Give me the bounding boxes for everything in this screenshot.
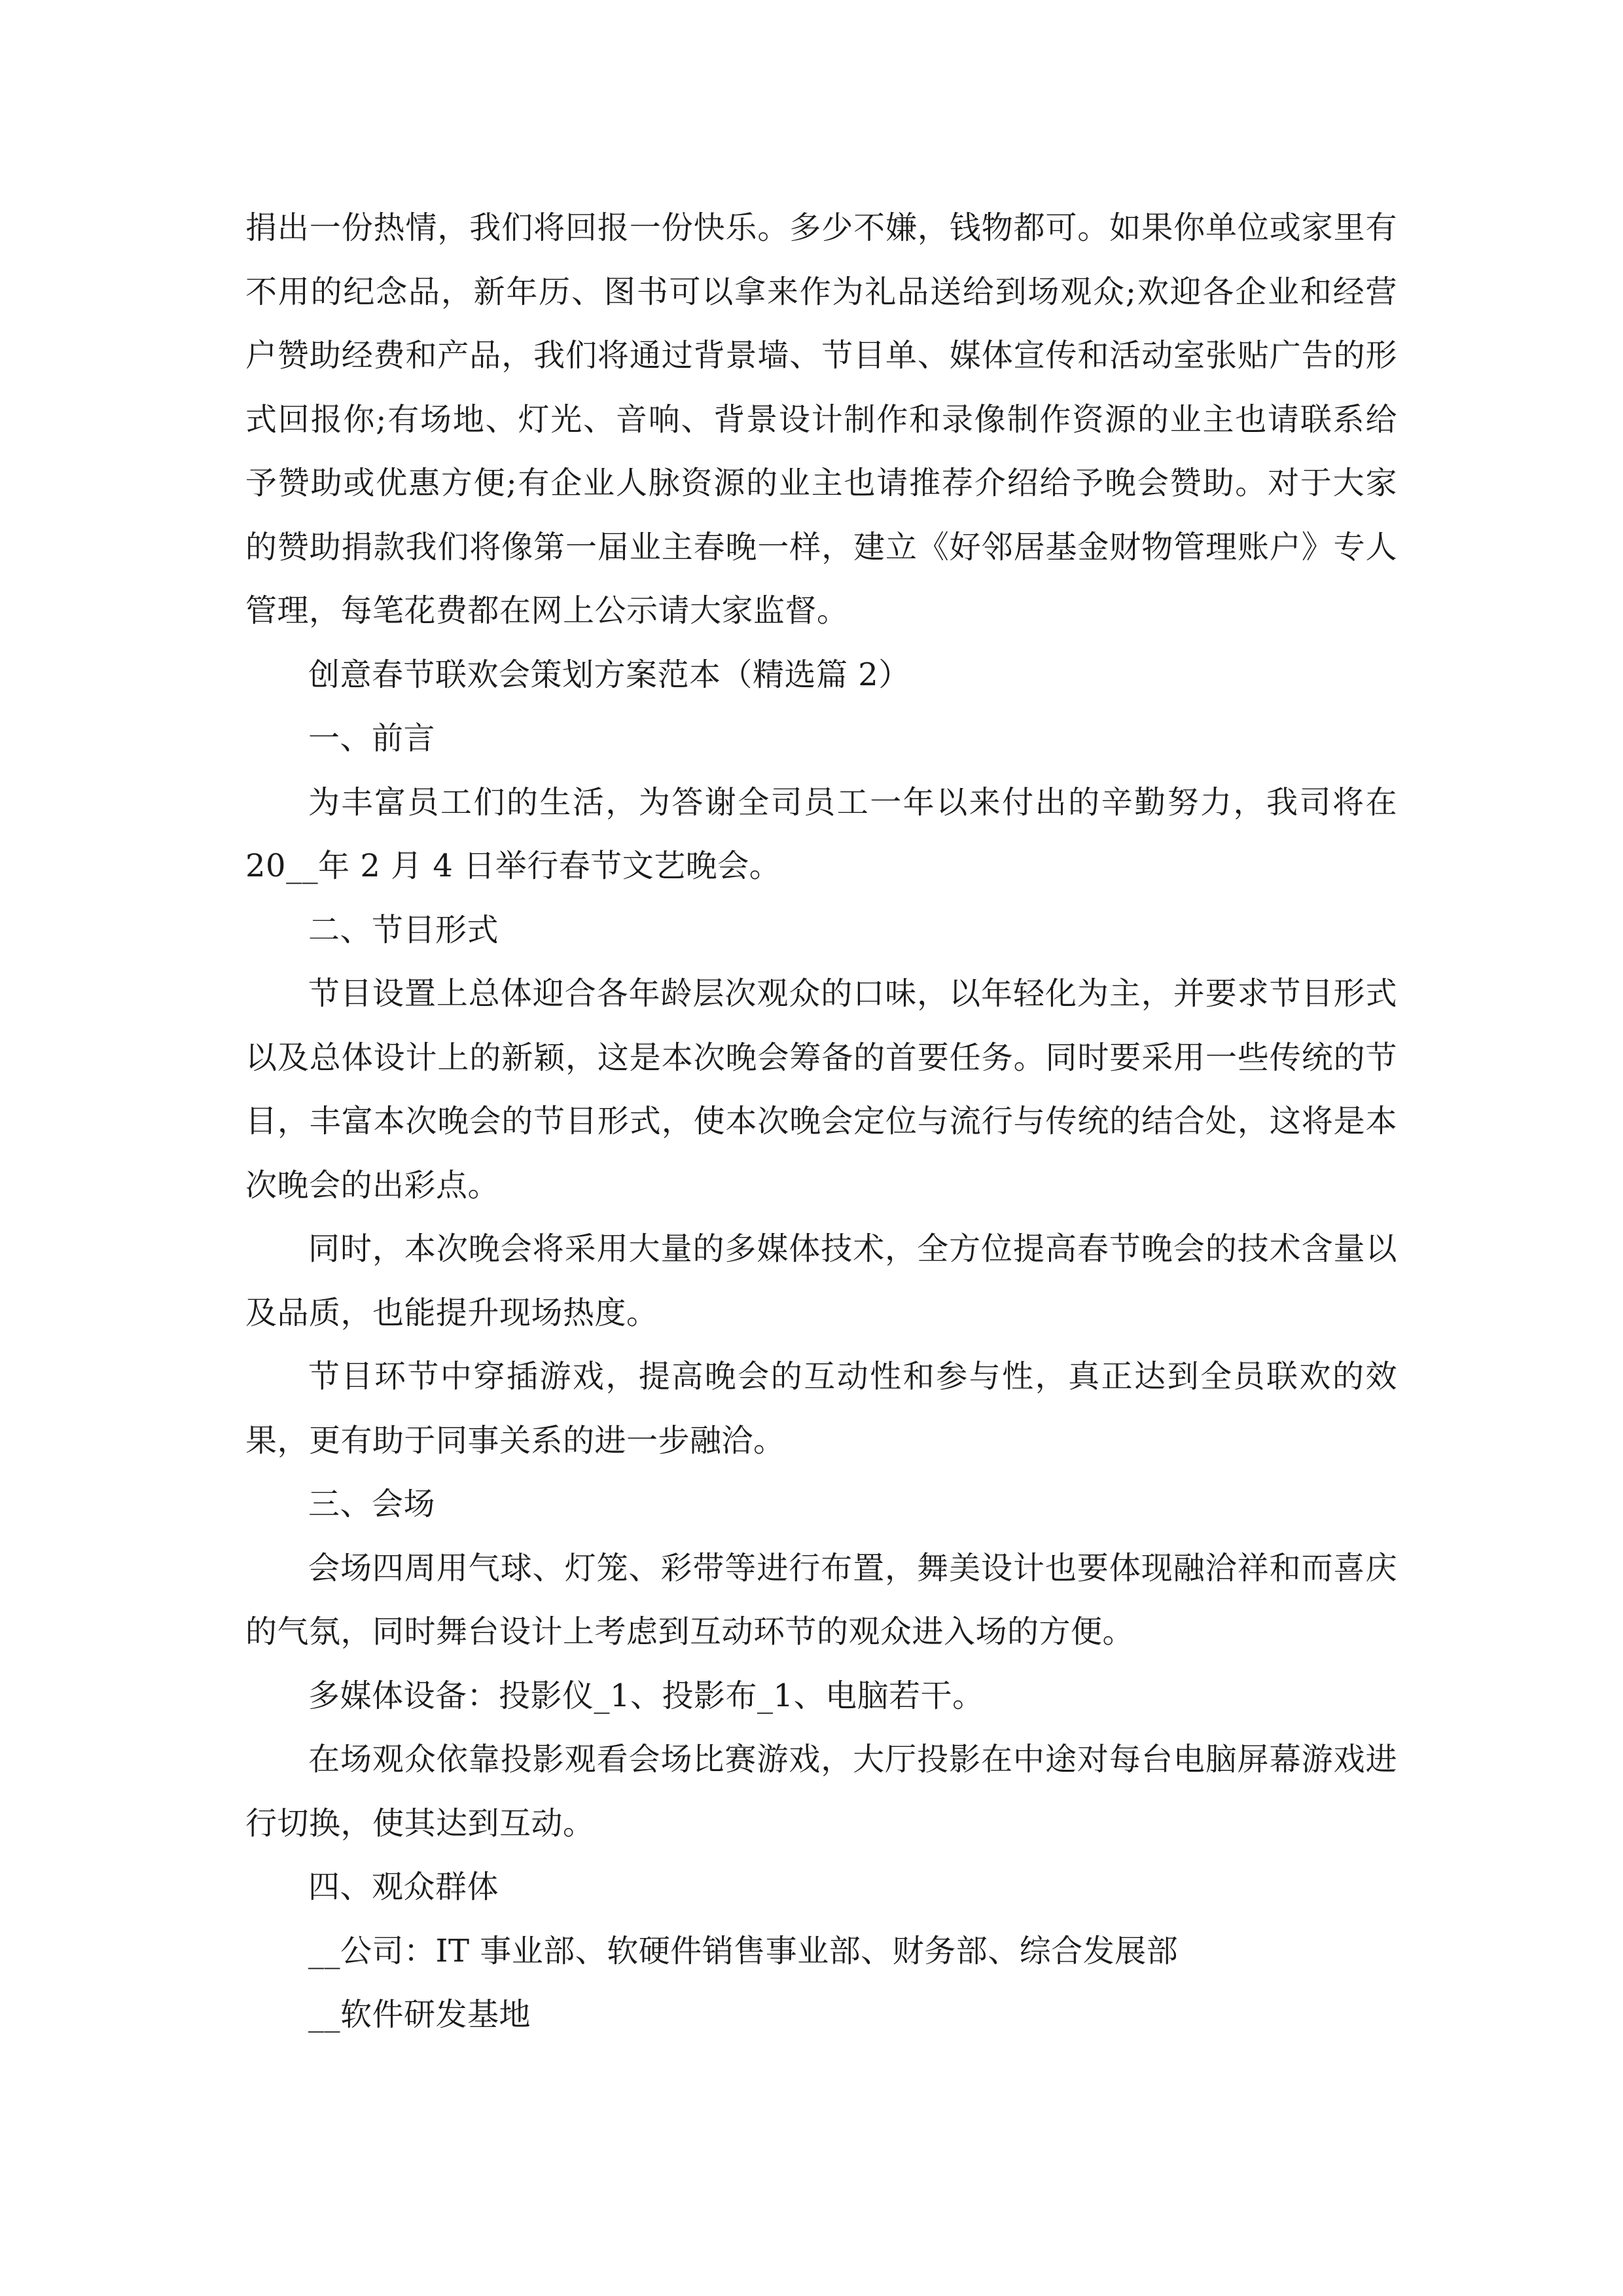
- heading-program-format: 二、节目形式: [308, 911, 499, 948]
- paragraph-equipment: 多媒体设备：投影仪_1、投影布_1、电脑若干。: [308, 1677, 984, 1714]
- paragraph-software-base: __软件研发基地: [308, 1996, 531, 2033]
- paragraph-donation-appeal: 捐出一份热情，我们将回报一份快乐。多少不嫌，钱物都可。如果你单位或家里有不用的纪念品，新年历、图书可以拿来作为礼品送给到场观众;欢迎各企业和经营户赞助经费和产品，我们将通过背景墙、节目单、媒体宣传和活动室张贴广告的形式回报你;有场地、灯光、音响、背景设计制作和录像制作资源的业主也请联系给予赞助或优惠方便;有企业人脉资源的业主也请推荐介绍给予晚会赞助。对于大家的赞助捐款我们将像第一届业主春晚一样，建立《好邻居基金财物管理账户》专人管理，每笔花费都在网上公示请大家监督。: [245, 209, 1397, 629]
- heading-preface: 一、前言: [308, 720, 436, 757]
- section-title: 创意春节联欢会策划方案范本（精选篇 2）: [308, 656, 910, 693]
- paragraph-preface: 为丰富员工们的生活，为答谢全司员工一年以来付出的辛勤努力，我司将在20__年 2 月 4 日举行春节文艺晚会。: [245, 783, 1397, 884]
- heading-venue: 三、会场: [308, 1486, 436, 1522]
- document-body: [245, 196, 1397, 2047]
- paragraph-projection: 在场观众依靠投影观看会场比赛游戏，大厅投影在中途对每台电脑屏幕游戏进行切换，使其达到互动。: [245, 1741, 1397, 1842]
- paragraph-games: 节目环节中穿插游戏，提高晚会的互动性和参与性，真正达到全员联欢的效果，更有助于同事关系的进一步融洽。: [245, 1358, 1397, 1459]
- paragraph-multimedia: 同时，本次晚会将采用大量的多媒体技术，全方位提高春节晚会的技术含量以及品质，也能提升现场热度。: [245, 1230, 1397, 1331]
- paragraph-company-departments: __公司：IT 事业部、软硬件销售事业部、财务部、综合发展部: [308, 1932, 1179, 1969]
- heading-audience: 四、观众群体: [308, 1869, 499, 1905]
- paragraph-program-format: 节目设置上总体迎合各年龄层次观众的口味，以年轻化为主，并要求节目形式以及总体设计上的新颖，这是本次晚会筹备的首要任务。同时要采用一些传统的节目，丰富本次晚会的节目形式，使本次晚会定位与流行与传统的结合处，这将是本次晚会的出彩点。: [245, 975, 1397, 1204]
- paragraph-venue-decoration: 会场四周用气球、灯笼、彩带等进行布置，舞美设计也要体现融洽祥和而喜庆的气氛，同时舞台设计上考虑到互动环节的观众进入场的方便。: [245, 1549, 1397, 1650]
